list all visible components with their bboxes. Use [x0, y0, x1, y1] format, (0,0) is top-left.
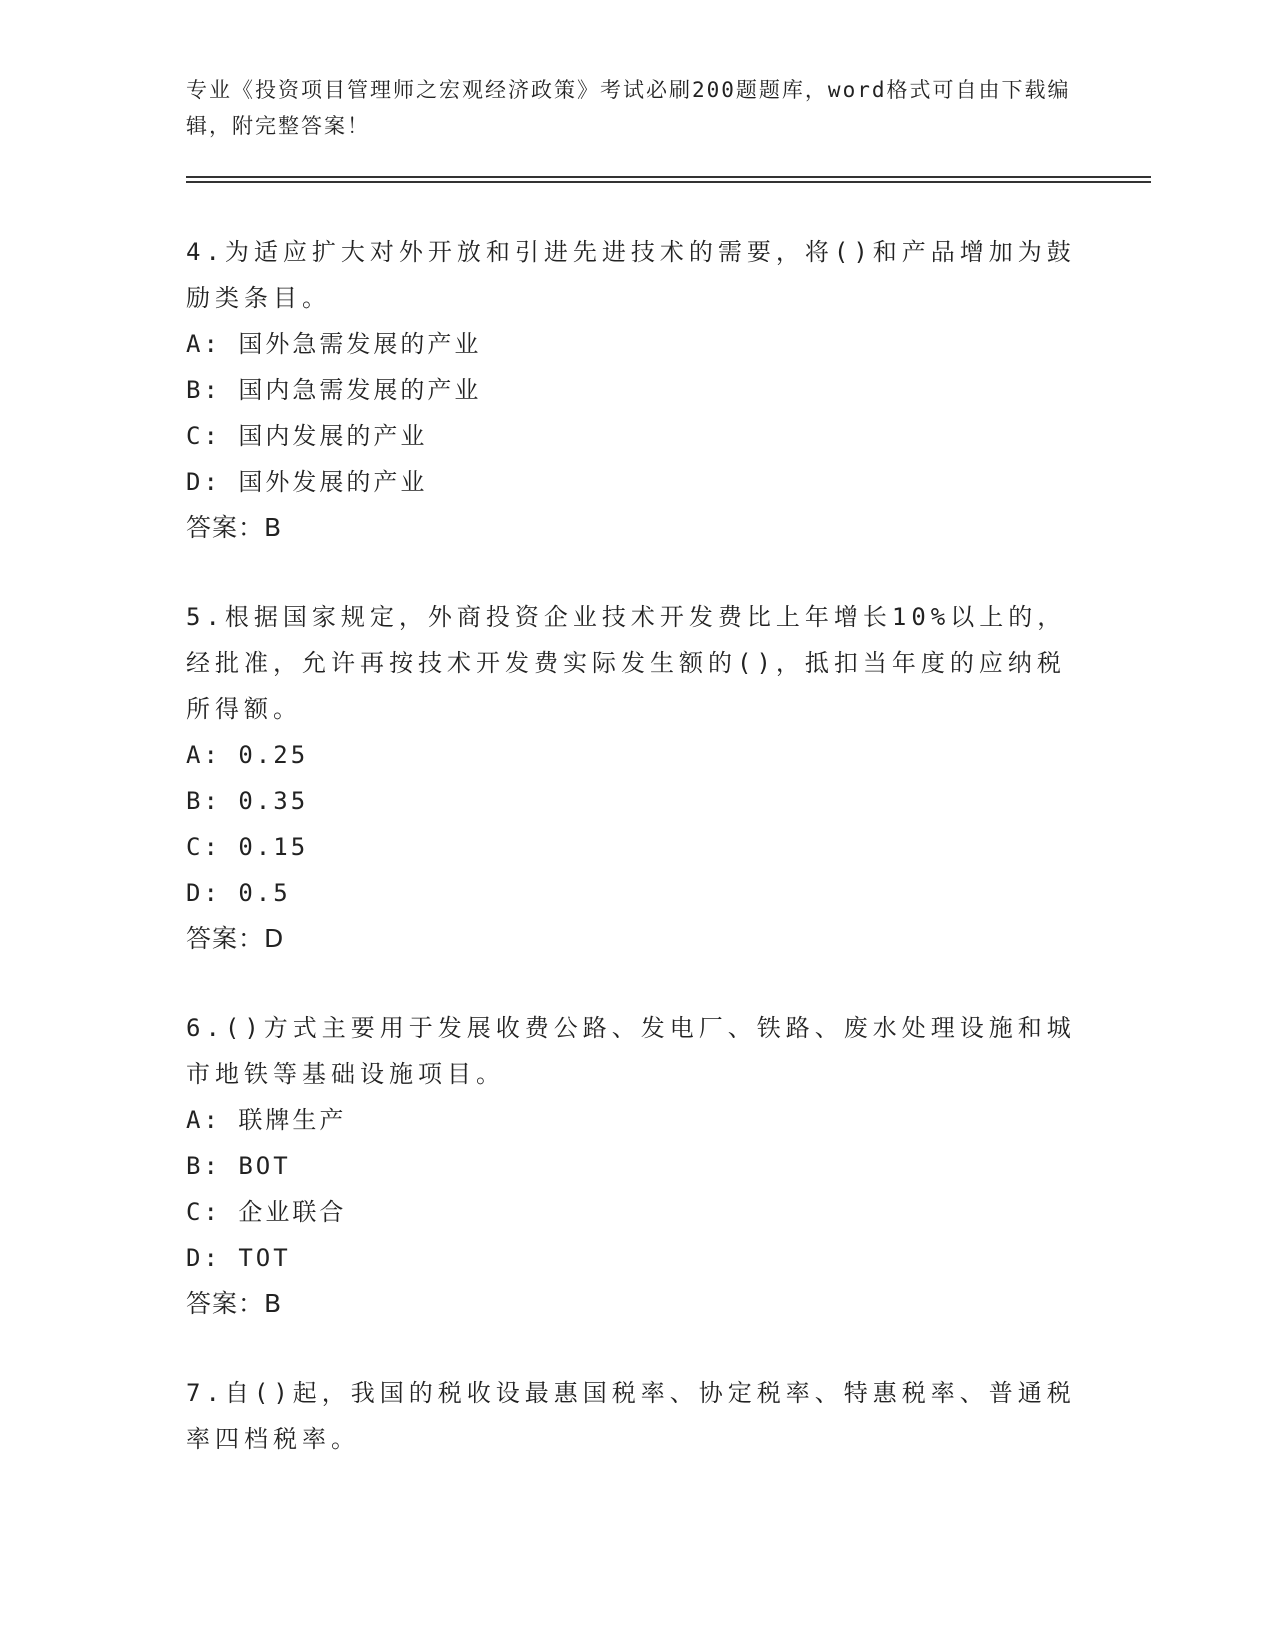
question-7	[186, 1370, 1086, 1462]
question-list	[186, 229, 1086, 1505]
option-b: B: BOT	[186, 1152, 291, 1180]
header-divider-top	[186, 176, 1151, 178]
document-header: 专业《投资项目管理师之宏观经济政策》考试必刷200题题库，word格式可自由下载编辑，附完整答案！	[186, 78, 1071, 138]
answer-line: 答案：B	[186, 1289, 283, 1318]
question-stem: 4.为适应扩大对外开放和引进先进技术的需要，将()和产品增加为鼓励类条目。	[186, 238, 1076, 312]
option-c: C: 0.15	[186, 833, 309, 861]
option-c: C: 企业联合	[186, 1198, 347, 1226]
option-a: A: 国外急需发展的产业	[186, 330, 482, 358]
option-a: A: 0.25	[186, 741, 309, 769]
header-divider-bottom	[186, 181, 1151, 183]
question-stem: 6.()方式主要用于发展收费公路、发电厂、铁路、废水处理设施和城市地铁等基础设施项目。	[186, 1014, 1076, 1088]
option-d: D: TOT	[186, 1244, 291, 1272]
question-6	[186, 1005, 1086, 1327]
answer-line: 答案：B	[186, 513, 283, 542]
question-5	[186, 594, 1086, 962]
option-b: B: 0.35	[186, 787, 309, 815]
option-a: A: 联牌生产	[186, 1106, 347, 1134]
option-c: C: 国内发展的产业	[186, 422, 428, 450]
question-stem: 5.根据国家规定，外商投资企业技术开发费比上年增长10%以上的，经批准，允许再按技术开发费实际发生额的()，抵扣当年度的应纳税所得额。	[186, 603, 1067, 723]
option-d: D: 国外发展的产业	[186, 468, 428, 496]
option-d: D: 0.5	[186, 879, 291, 907]
answer-line: 答案：D	[186, 924, 285, 953]
question-4	[186, 229, 1086, 551]
option-b: B: 国内急需发展的产业	[186, 376, 482, 404]
question-stem: 7.自()起，我国的税收设最惠国税率、协定税率、特惠税率、普通税率四档税率。	[186, 1379, 1076, 1453]
